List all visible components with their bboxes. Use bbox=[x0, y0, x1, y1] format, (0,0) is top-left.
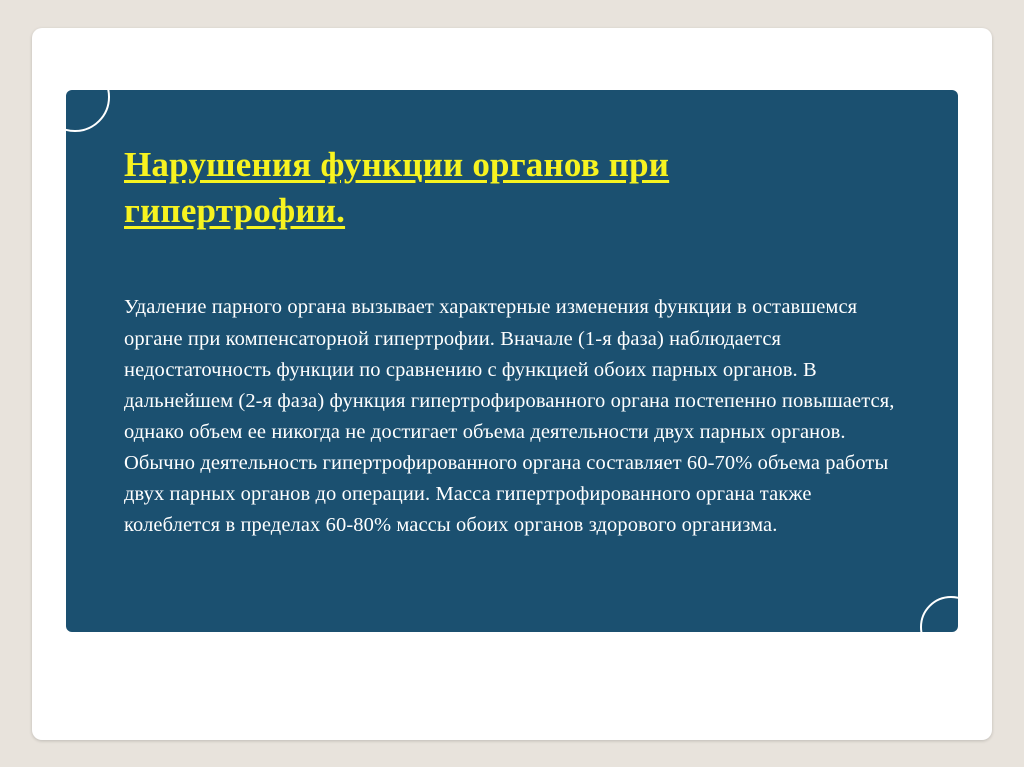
slide-body-text: Удаление парного органа вызывает характерные изменения функции в оставшемся органе при компенсаторной гипертрофии. Вначале (1-я фаза) наблюдается недостаточность функции по сравнению с функцией обоих парных органов. В дальнейшем (2-я фаза) функция гипертрофированного органа постепенно повышается, однако объем ее никогда не достигает объема деятельности двух парных органов. Обычно деятельность гипертрофированного органа составляет 60-70% объема работы двух парных органов до операции. Масса гипертрофированного органа также колеблется в пределах 60-80% массы обоих органов здорового организма. bbox=[124, 296, 895, 537]
decorative-arc-top-left-icon bbox=[66, 90, 110, 132]
slide-card bbox=[32, 28, 992, 740]
slide-title: Нарушения функции органов при гипертрофии. bbox=[124, 145, 670, 231]
slide-content-panel bbox=[66, 90, 958, 632]
decorative-arc-bottom-right-icon bbox=[920, 596, 958, 632]
